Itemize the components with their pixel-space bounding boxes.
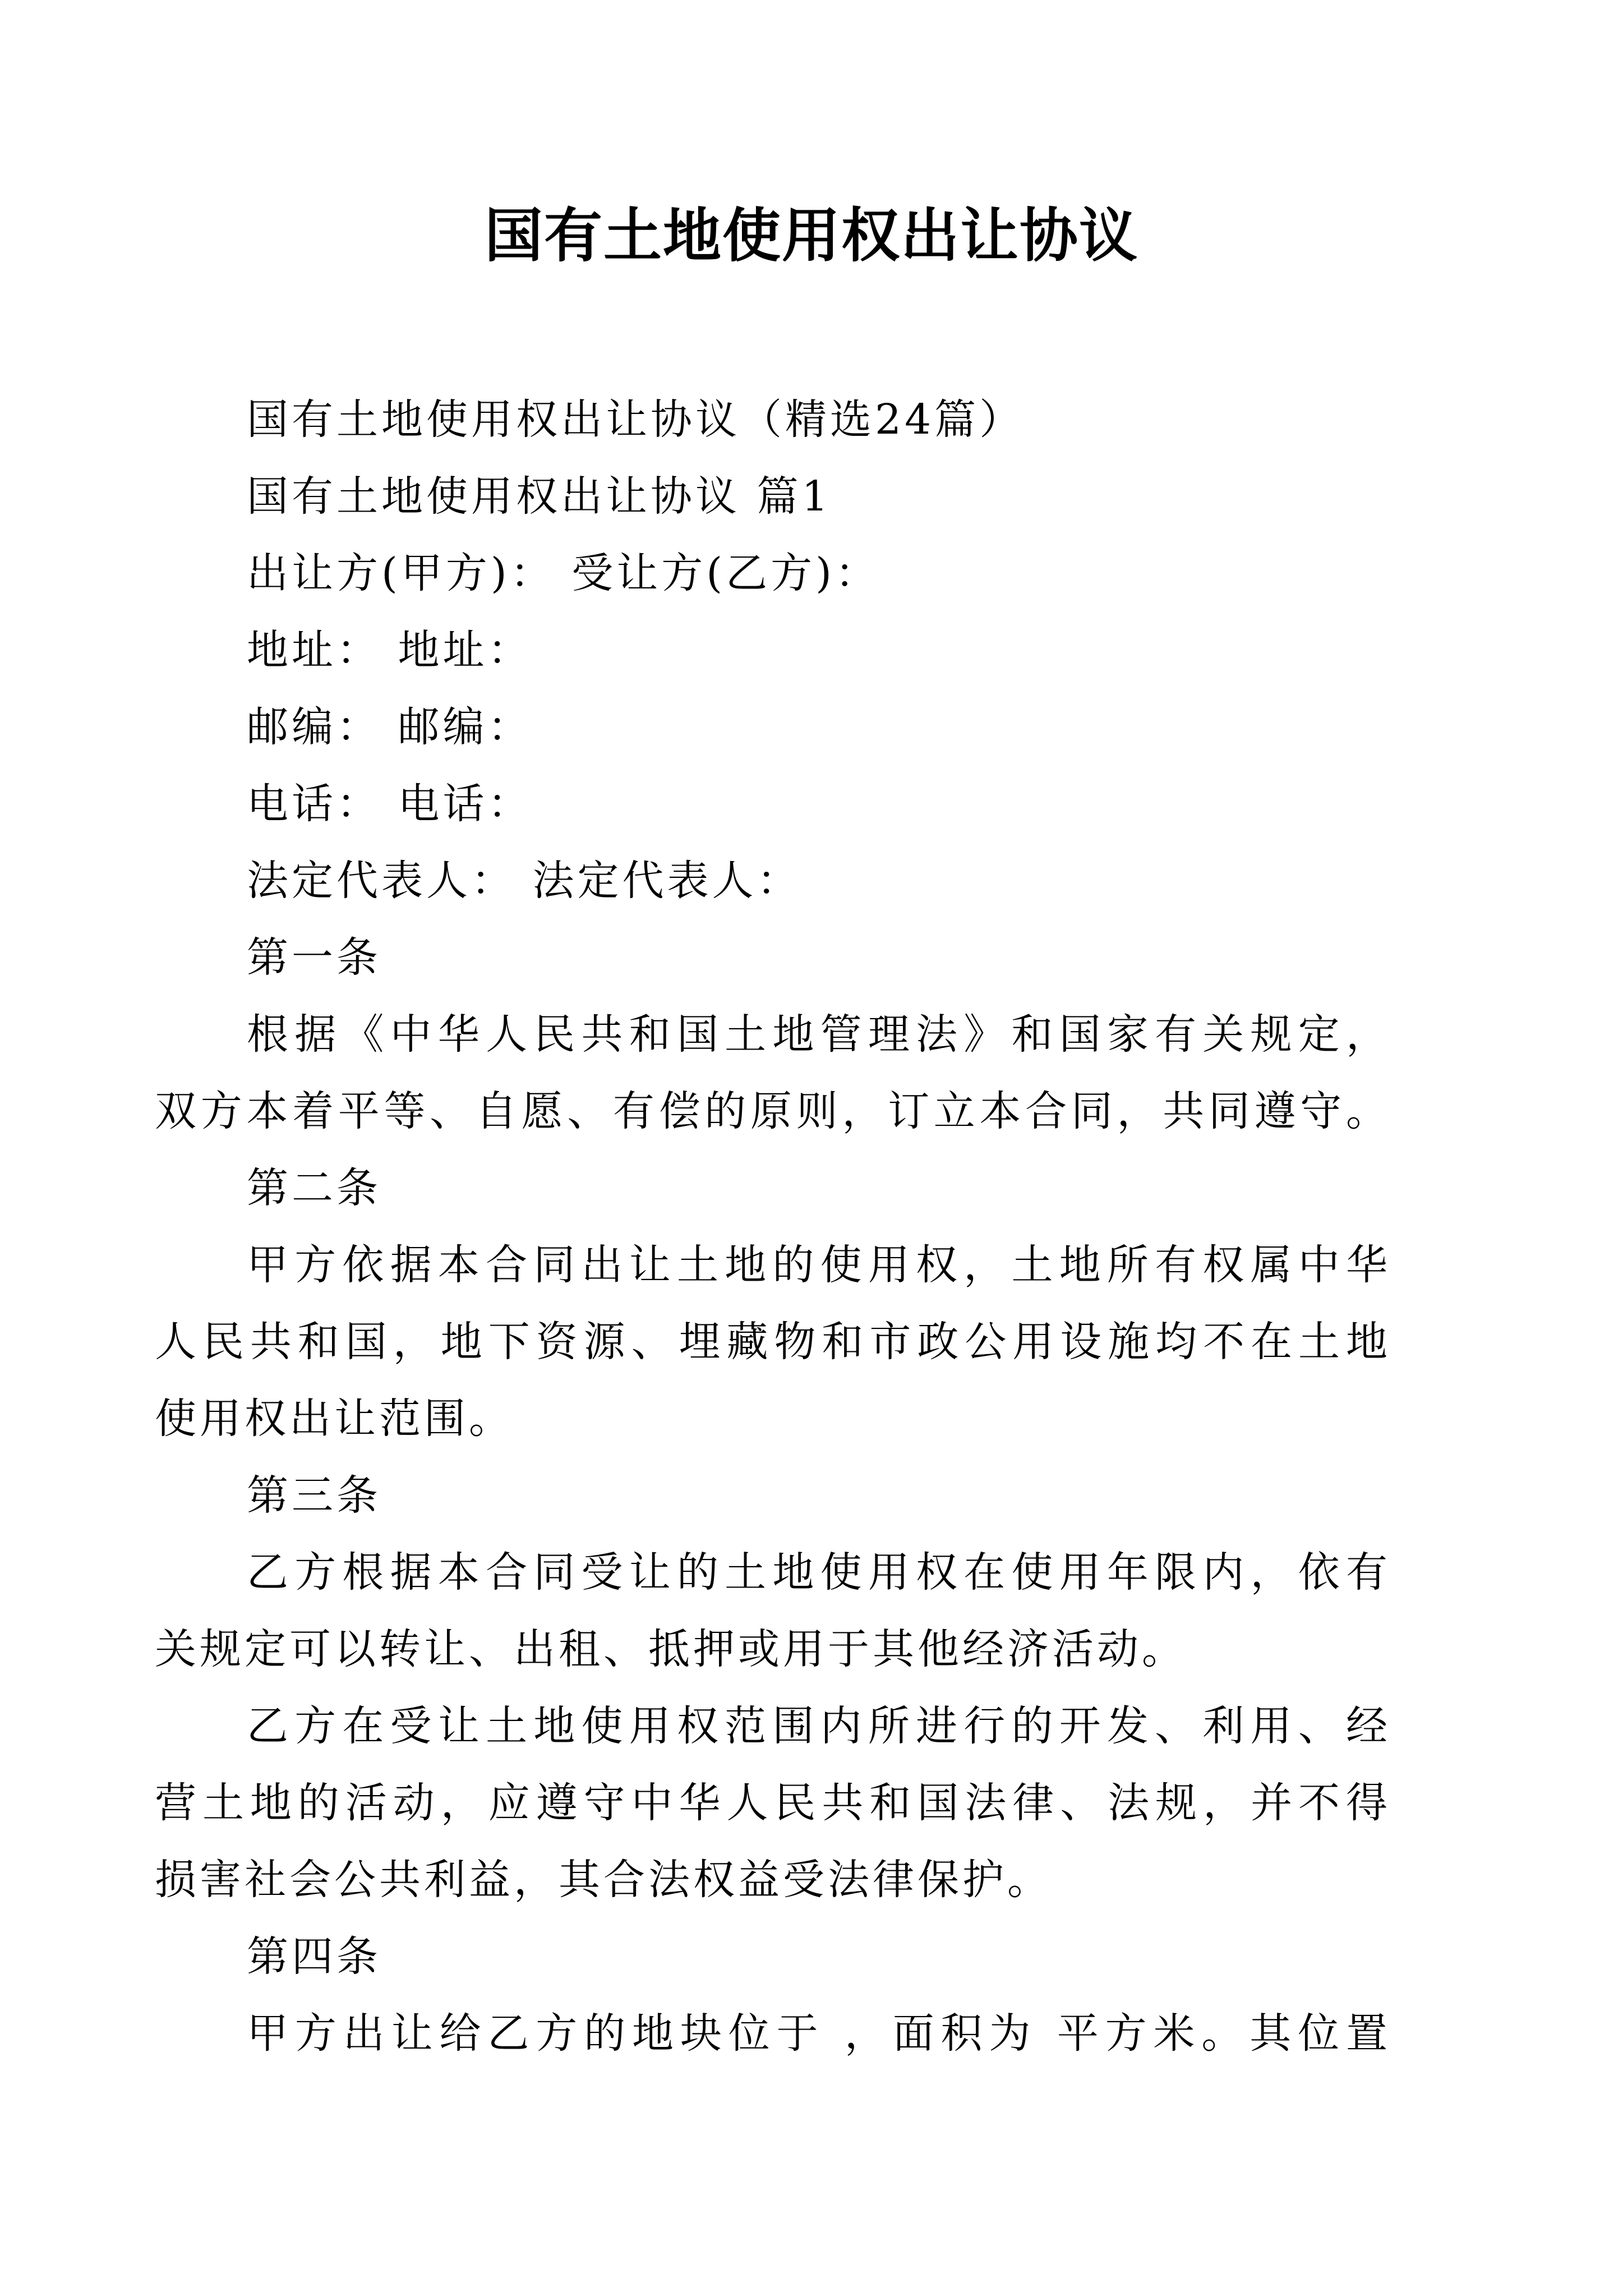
article-heading: 第四条: [247, 1932, 381, 1981]
paragraph-line: 根据《中华人民共和国土地管理法》和国家有关规定，: [247, 1010, 1391, 1059]
article-heading: 第二条: [247, 1164, 381, 1212]
paragraph-line: 营土地的活动，应遵守中华人民共和国法律、法规，并不得: [155, 1779, 1391, 1827]
document-title: 国有土地使用权出让协议: [484, 201, 1138, 270]
paragraph-line: 使用权出让范围。: [155, 1395, 514, 1443]
paragraph-line: 双方本着平等、自愿、有偿的原则，订立本合同，共同遵守。: [155, 1087, 1391, 1135]
article-heading: 第三条: [247, 1471, 381, 1520]
phone-line: 电话： 电话：: [247, 780, 533, 828]
section-heading: 国有土地使用权出让协议 篇1: [247, 472, 832, 521]
document-subtitle: 国有土地使用权出让协议（精选24篇）: [247, 395, 1025, 444]
party-names-line: 出让方(甲方)： 受让方(乙方)：: [247, 549, 880, 597]
document-body: [155, 381, 1391, 2072]
address-line: 地址： 地址：: [247, 626, 533, 674]
paragraph-line: 关规定可以转让、出租、抵押或用于其他经济活动。: [155, 1625, 1187, 1673]
postcode-line: 邮编： 邮编：: [247, 703, 533, 751]
paragraph-line: 甲方依据本合同出让土地的使用权，土地所有权属中华: [247, 1241, 1391, 1289]
paragraph-line: 损害社会公共利益，其合法权益受法律保护。: [155, 1856, 1052, 1904]
legal-representative-line: 法定代表人： 法定代表人：: [247, 857, 802, 905]
paragraph-line: 乙方根据本合同受让的土地使用权在使用年限内，依有: [247, 1548, 1391, 1596]
paragraph-line: 甲方出让给乙方的地块位于 ，面积为 平方米。其位置: [247, 2009, 1391, 2058]
article-heading: 第一条: [247, 933, 381, 982]
paragraph-line: 乙方在受让土地使用权范围内所进行的开发、利用、经: [247, 1702, 1391, 1750]
paragraph-line: 人民共和国，地下资源、埋藏物和市政公用设施均不在土地: [155, 1318, 1391, 1366]
